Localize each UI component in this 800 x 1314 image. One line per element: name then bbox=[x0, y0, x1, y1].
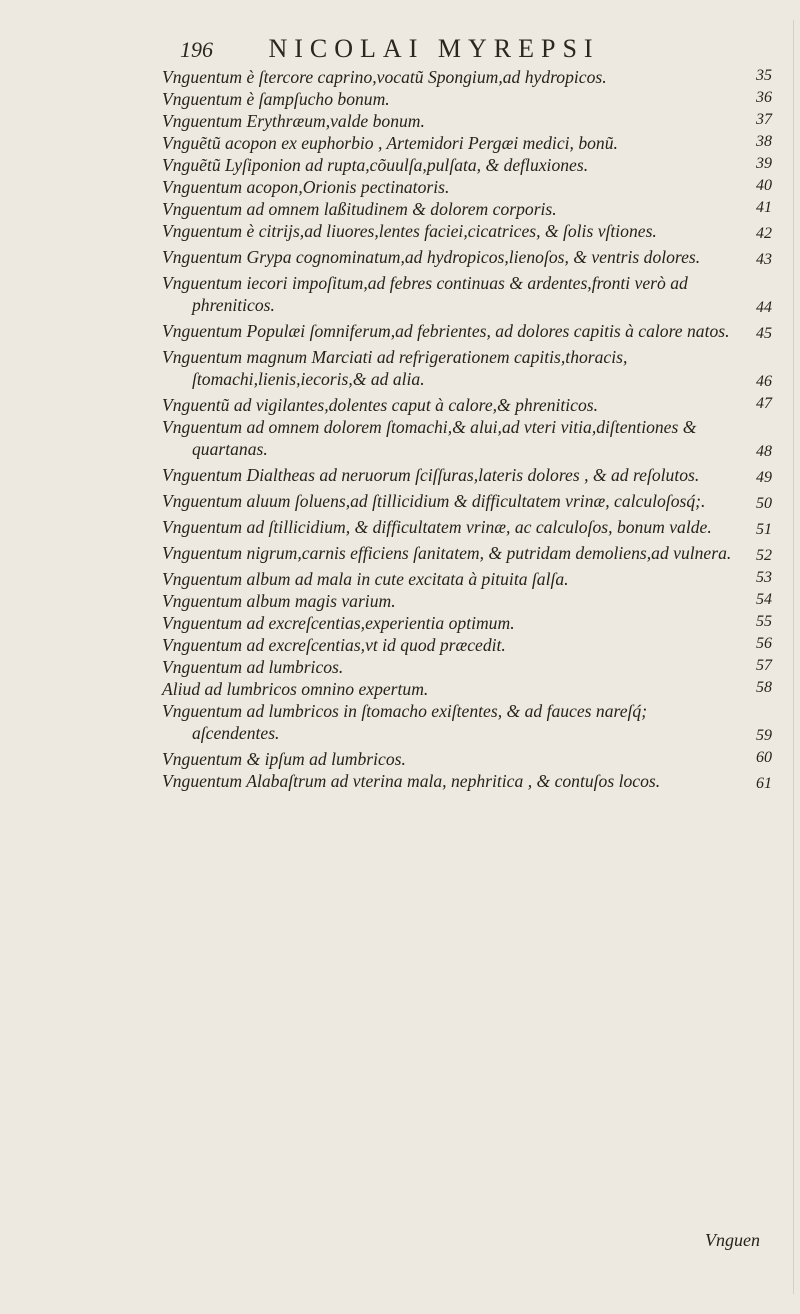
entry-text: Vnguentum acopon,Orionis pectinatoris. bbox=[162, 177, 450, 197]
entry-text: Vnguentũ ad vigilantes,dolentes caput à calore,& phreniticos. bbox=[162, 395, 599, 415]
entry-number: 39 bbox=[756, 155, 772, 172]
index-entry bbox=[162, 490, 772, 516]
entry-text: Vnguentum è ſampſucho bonum. bbox=[162, 89, 390, 109]
entry-number: 59 bbox=[756, 727, 772, 744]
index-entry bbox=[162, 66, 772, 88]
entry-number: 53 bbox=[756, 569, 772, 586]
index-entry bbox=[162, 154, 772, 176]
entry-text: Vnguentum iecori impoſitum,ad febres continuas & ardentes,fronti verò ad phreniticos. bbox=[162, 273, 688, 315]
entry-number: 40 bbox=[756, 177, 772, 194]
index-entry bbox=[162, 464, 772, 490]
entry-text: Vnguentum Grypa cognominatum,ad hydropicos,lienoſos, & ventris dolores. bbox=[162, 247, 701, 267]
running-title: NICOLAI MYREPSI bbox=[268, 34, 600, 63]
index-entry bbox=[162, 272, 772, 320]
entry-number: 36 bbox=[756, 89, 772, 106]
index-entry bbox=[162, 634, 772, 656]
index-entry bbox=[162, 590, 772, 612]
entry-text: Vnguentum ad omnem dolorem ſtomachi,& alui,ad vteri vitia,diſtentiones & quartanas. bbox=[162, 417, 697, 459]
entry-text: Vnguentum ad excreſcentias,experientia optimum. bbox=[162, 613, 515, 633]
entry-number: 47 bbox=[756, 395, 772, 412]
index-entry bbox=[162, 246, 772, 272]
entry-number: 42 bbox=[756, 225, 772, 242]
catchword: Vnguen bbox=[705, 1230, 760, 1250]
entry-text: Vnguentum aluum ſoluens,ad ſtillicidium & difficultatem vrinæ, calculoſosq́;. bbox=[162, 491, 706, 511]
index-entry bbox=[162, 220, 772, 246]
entry-text: Vnguẽtũ Lyſiponion ad rupta,cõuulſa,pulſata, & defluxiones. bbox=[162, 155, 589, 175]
index-entry bbox=[162, 770, 772, 796]
entry-text: Vnguentum nigrum,carnis efficiens ſanitatem, & putridam demoliens,ad vulnera. bbox=[162, 543, 732, 563]
entry-number: 46 bbox=[756, 373, 772, 390]
entry-number: 56 bbox=[756, 635, 772, 652]
entry-number: 49 bbox=[756, 469, 772, 486]
entry-text: Vnguentum Alabaſtrum ad vterina mala, nephritica , & contuſos locos. bbox=[162, 771, 661, 791]
entry-number: 44 bbox=[756, 299, 772, 316]
index-entry bbox=[162, 612, 772, 634]
index-entry bbox=[162, 320, 772, 346]
entry-text: Vnguentum album ad mala in cute excitata à pituita ſalſa. bbox=[162, 569, 569, 589]
entry-number: 57 bbox=[756, 657, 772, 674]
entry-number: 61 bbox=[756, 775, 772, 792]
entry-text: Vnguentum ad ſtillicidium, & difficultatem vrinæ, ac calculoſos, bonum valde. bbox=[162, 517, 712, 537]
index-entry bbox=[162, 568, 772, 590]
index-entry bbox=[162, 198, 772, 220]
entry-number: 35 bbox=[756, 67, 772, 84]
entry-text: Vnguentum è ſtercore caprino,vocatũ Spongium,ad hydropicos. bbox=[162, 67, 607, 87]
entry-number: 51 bbox=[756, 521, 772, 538]
entry-text: Vnguẽtũ acopon ex euphorbio , Artemidori Pergæi medici, bonũ. bbox=[162, 133, 618, 153]
folio-number: 196 bbox=[180, 37, 213, 62]
index-entry bbox=[162, 110, 772, 132]
index-entry bbox=[162, 656, 772, 678]
entry-text: Aliud ad lumbricos omnino expertum. bbox=[162, 679, 429, 699]
page-header bbox=[180, 34, 740, 64]
entry-number: 54 bbox=[756, 591, 772, 608]
entry-text: Vnguentum ad lumbricos. bbox=[162, 657, 344, 677]
entry-number: 52 bbox=[756, 547, 772, 564]
index-entry bbox=[162, 346, 772, 394]
entry-number: 43 bbox=[756, 251, 772, 268]
entry-text: Vnguentum Dialtheas ad neruorum ſciſſuras,lateris dolores , & ad reſolutos. bbox=[162, 465, 700, 485]
index-entry bbox=[162, 416, 772, 464]
entry-text: Vnguentum Populæi ſomniferum,ad febrientes, ad dolores capitis à calore natos. bbox=[162, 321, 730, 341]
index-entry bbox=[162, 88, 772, 110]
index-entry bbox=[162, 748, 772, 770]
entry-text: Vnguentum ad excreſcentias,vt id quod præcedit. bbox=[162, 635, 506, 655]
entry-text: Vnguentum magnum Marciati ad refrigerationem capitis,thoracis, ſtomachi,lienis,iecoris,& ad alia. bbox=[162, 347, 628, 389]
index-entry bbox=[162, 394, 772, 416]
index-entry bbox=[162, 678, 772, 700]
entry-text: Vnguentum ad omnem laßitudinem & dolorem corporis. bbox=[162, 199, 557, 219]
entry-number: 60 bbox=[756, 749, 772, 766]
entry-number: 55 bbox=[756, 613, 772, 630]
index-entry bbox=[162, 516, 772, 542]
page-edge bbox=[793, 20, 794, 1294]
index-entry bbox=[162, 542, 772, 568]
recipe-index bbox=[162, 66, 772, 796]
entry-number: 37 bbox=[756, 111, 772, 128]
entry-number: 41 bbox=[756, 199, 772, 216]
entry-text: Vnguentum album magis varium. bbox=[162, 591, 396, 611]
index-entry bbox=[162, 176, 772, 198]
entry-number: 38 bbox=[756, 133, 772, 150]
entry-text: Vnguentum è citrijs,ad liuores,lentes faciei,cicatrices, & ſolis vſtiones. bbox=[162, 221, 657, 241]
entry-number: 48 bbox=[756, 443, 772, 460]
entry-number: 45 bbox=[756, 325, 772, 342]
index-entry bbox=[162, 700, 772, 748]
index-entry bbox=[162, 132, 772, 154]
entry-text: Vnguentum Erythræum,valde bonum. bbox=[162, 111, 425, 131]
entry-number: 58 bbox=[756, 679, 772, 696]
entry-text: Vnguentum & ipſum ad lumbricos. bbox=[162, 749, 406, 769]
entry-text: Vnguentum ad lumbricos in ſtomacho exiſtentes, & ad fauces nareſq́; aſcendentes. bbox=[162, 701, 648, 743]
entry-number: 50 bbox=[756, 495, 772, 512]
